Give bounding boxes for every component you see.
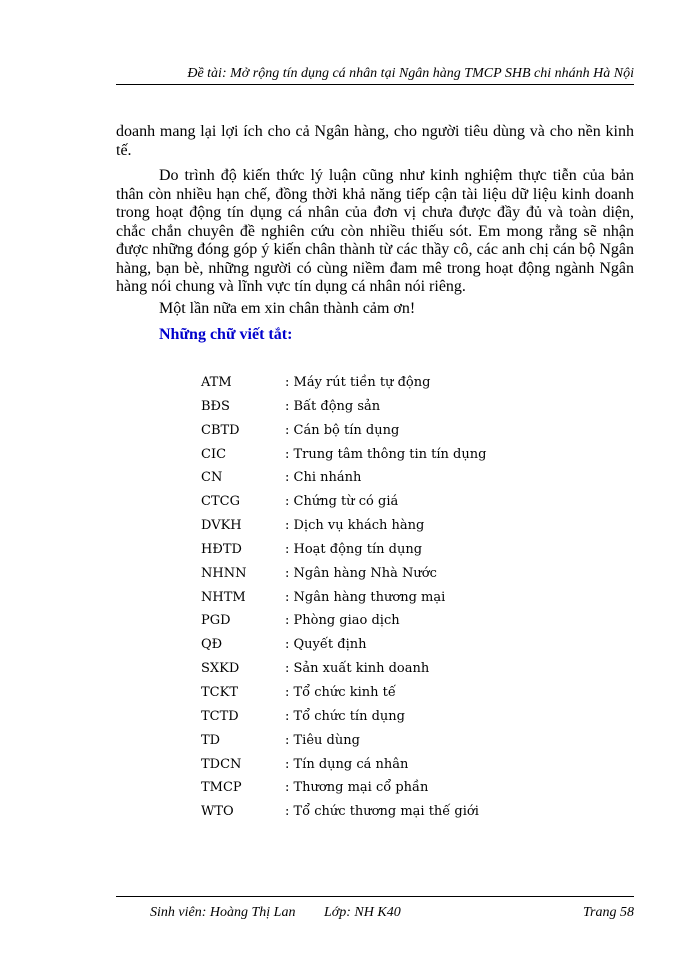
abbreviation-row — [201, 398, 486, 422]
abbreviation-row — [201, 469, 486, 493]
abbreviation-row — [201, 708, 486, 732]
abbreviation-row — [201, 803, 486, 827]
abbreviation-definition: : Quyết định — [285, 637, 367, 653]
abbreviation-code: NHNN — [201, 565, 247, 581]
abbreviation-row — [201, 565, 486, 589]
abbreviation-code: PGD — [201, 613, 231, 629]
abbreviation-code: CTCG — [201, 494, 240, 510]
abbreviation-code: QĐ — [201, 637, 223, 653]
abbreviation-row — [201, 446, 486, 470]
abbreviation-code: TCKT — [201, 684, 239, 700]
abbreviation-code: DVKH — [201, 518, 242, 534]
abbreviation-code: ATM — [201, 375, 232, 390]
body-paragraph-3: Một lần nữa em xin chân thành cảm ơn! — [159, 300, 416, 317]
abbreviation-definition: : Máy rút tiền tự động — [285, 375, 431, 390]
body-paragraph-1: doanh mang lại lợi ích cho cả Ngân hàng, cho người tiêu dùng và cho nền kinh tế. — [116, 123, 634, 159]
abbreviation-definition: : Chi nhánh — [285, 470, 362, 486]
abbreviations-list — [201, 374, 486, 827]
footer-class: Lớp: NH K40 — [324, 905, 401, 920]
abbreviation-code: CIC — [201, 446, 227, 462]
abbreviation-definition: : Tín dụng cá nhân — [285, 756, 409, 772]
abbreviation-row — [201, 660, 486, 684]
abbreviation-definition: : Bất động sản — [285, 398, 381, 414]
page-header-title: Đề tài: Mở rộng tín dụng cá nhân tại Ngân hàng TMCP SHB chi nhánh Hà Nội — [187, 66, 634, 81]
abbreviation-definition: : Chứng từ có giá — [285, 494, 399, 510]
abbreviation-row — [201, 636, 486, 660]
abbreviation-code: TDCN — [201, 756, 242, 772]
abbreviation-row — [201, 612, 486, 636]
abbreviation-code: TMCP — [201, 780, 242, 796]
abbreviation-code: CN — [201, 470, 223, 486]
abbreviation-definition: : Phòng giao dịch — [285, 613, 400, 629]
abbreviation-definition: : Dịch vụ khách hàng — [285, 518, 425, 534]
abbreviation-row — [201, 517, 486, 541]
abbreviation-definition: : Ngân hàng thương mại — [285, 589, 446, 605]
abbreviation-row — [201, 684, 486, 708]
abbreviation-code: NHTM — [201, 589, 246, 605]
abbreviation-row — [201, 756, 486, 780]
abbreviation-row — [201, 374, 486, 398]
abbreviation-definition: : Thương mại cổ phần — [285, 780, 429, 796]
footer-student: Sinh viên: Hoàng Thị Lan — [150, 905, 296, 920]
abbreviation-row — [201, 422, 486, 446]
footer-page-number: Trang 58 — [583, 905, 634, 920]
abbreviation-row — [201, 493, 486, 517]
footer-divider — [116, 896, 634, 897]
abbreviation-code: TCTD — [201, 708, 239, 724]
abbreviation-definition: : Tiêu dùng — [285, 732, 360, 748]
abbreviation-row — [201, 732, 486, 756]
abbreviations-heading: Những chữ viết tắt: — [159, 326, 293, 343]
abbreviation-code: SXKD — [201, 661, 240, 677]
abbreviation-definition: : Sản xuất kinh doanh — [285, 661, 430, 677]
abbreviation-definition: : Cán bộ tín dụng — [285, 422, 400, 438]
abbreviation-code: BĐS — [201, 398, 230, 414]
abbreviation-definition: : Hoạt động tín dụng — [285, 541, 423, 557]
header-divider — [116, 84, 634, 85]
abbreviation-definition: : Tổ chức thương mại thế giới — [285, 804, 479, 820]
abbreviation-definition: : Tổ chức kinh tế — [285, 684, 396, 700]
body-paragraph-2: Do trình độ kiến thức lý luận cũng như kinh nghiệm thực tiễn của bản thân còn nhiều hạn chế, đồng thời khả năng tiếp cận tài liệu dữ liệu kinh doanh trong hoạt động tín dụng cá nhân của đơn vị chưa được đầy đủ và toàn diện, chắc chắn chuyên đề nghiên cứu còn nhiều thiếu sót. Em mong rằng sẽ nhận được những đóng góp ý kiến chân thành từ các thầy cô, các anh chị cán bộ Ngân hàng, bạn bè, những người có cùng niềm đam mê trong hoạt động ngành Ngân hàng nói chung và lĩnh vực tín dụng cá nhân nói riêng. — [116, 167, 634, 295]
abbreviation-definition: : Tổ chức tín dụng — [285, 708, 405, 724]
abbreviation-code: HĐTD — [201, 541, 242, 557]
abbreviation-row — [201, 589, 486, 613]
abbreviation-definition: : Trung tâm thông tin tín dụng — [285, 446, 487, 462]
abbreviation-definition: : Ngân hàng Nhà Nước — [285, 565, 437, 581]
page-footer — [150, 904, 634, 922]
abbreviation-row — [201, 779, 486, 803]
abbreviation-code: TD — [201, 732, 221, 748]
abbreviation-row — [201, 541, 486, 565]
abbreviation-code: CBTD — [201, 422, 240, 438]
abbreviation-code: WTO — [201, 804, 234, 820]
